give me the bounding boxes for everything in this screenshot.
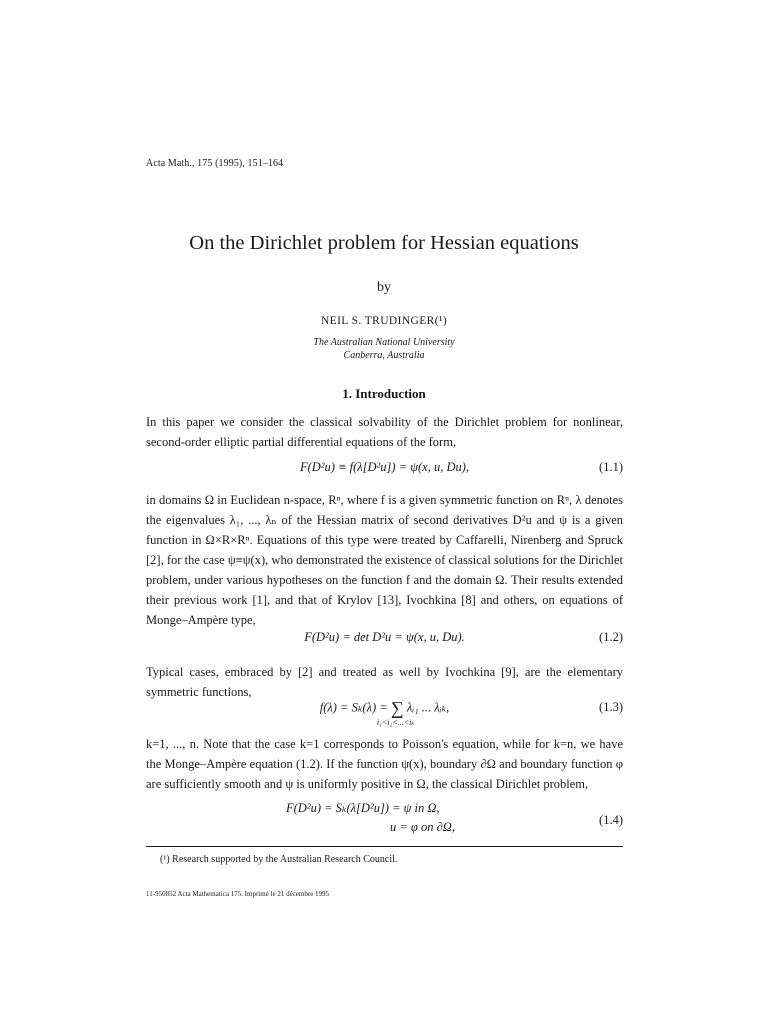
equation-number: (1.4) [599,813,623,827]
imprint-line: 11-950852 Acta Mathematica 175. Imprimé le 21 décembre 1995 [146,890,330,898]
equation-lhs: f(λ) = Sₖ(λ) = [319,700,388,715]
section-heading: 1. Introduction [342,386,426,401]
equation-number: (1.2) [599,630,623,644]
journal-reference: Acta Math., 175 (1995), 151–164 [146,158,284,169]
summation-symbol: ∑ [390,698,404,718]
paragraph-intro: In this paper we consider the classical solvability of the Dirichlet problem for nonlinear, second-order elliptic partial differential equations of the form, [146,415,623,449]
summation [376,698,415,727]
equation-line-2: u = φ on ∂Ω, [390,820,455,834]
affiliation-institution: The Australian National University [313,337,455,348]
byline-by: by [377,280,391,295]
equation-1-3 [146,698,623,727]
paragraph-typical-cases: Typical cases, embraced by [2] and treated as well by Ivochkina [9], are the elementary symmetric functions, [146,665,623,699]
footnote-rule [146,846,623,847]
equation-body: F(D²u) ≡ f(λ[D²u]) = ψ(x, u, Du), [299,460,470,474]
equation-1-4 [146,800,623,842]
paragraph-poisson: k=1, ..., n. Note that the case k=1 corresponds to Poisson's equation, while for k=n, we have the Monge–Ampère equation (1.2). If the function ψ(x), boundary ∂Ω and boundary function φ are sufficiently smooth and ψ is uniformly positive in Ω, the classical Dirichlet problem, [146,737,623,791]
author-name: NEIL S. TRUDINGER(¹) [320,315,448,327]
paragraph-domains: in domains Ω in Euclidean n-space, Rⁿ, where f is a given symmetric function on Rⁿ, λ denotes the eigenvalues λ₁, ..., λₙ of the Hessian matrix of second derivatives D²u and ψ is a given function in Ω×R×Rⁿ. Equations of this type were treated by Caffarelli, Nirenberg and Spruck [2], for the case ψ≡ψ(x), who demonstrated the existence of classical solutions for the Dirichlet problem, under various hypotheses on the function f and the domain Ω. Their results extended their previous work [1], and that of Krylov [13], Ivochkina [8] and others, on equations of Monge–Ampère type, [146,493,623,627]
summation-index: i₁<i₂<...<iₖ [376,718,415,727]
author-affiliation [0,336,768,362]
equation-number: (1.1) [599,460,623,474]
affiliation-location: Canberra, Australia [343,350,425,361]
equation-number: (1.3) [599,700,623,714]
equation-body [146,698,623,727]
paper-title: On the Dirichlet problem for Hessian equations [189,232,579,254]
equation-line-1: F(D²u) = Sₖ(λ[D²u]) = ψ in Ω, [286,801,440,815]
equation-body: F(D²u) = det D²u = ψ(x, u, Du). [304,630,465,644]
equation-1-1 [146,460,623,482]
equation-rhs: λᵢ₁ ... λᵢₖ, [406,700,450,715]
equation-1-2 [146,630,623,652]
footnote: (¹) Research supported by the Australian Research Council. [160,854,398,865]
